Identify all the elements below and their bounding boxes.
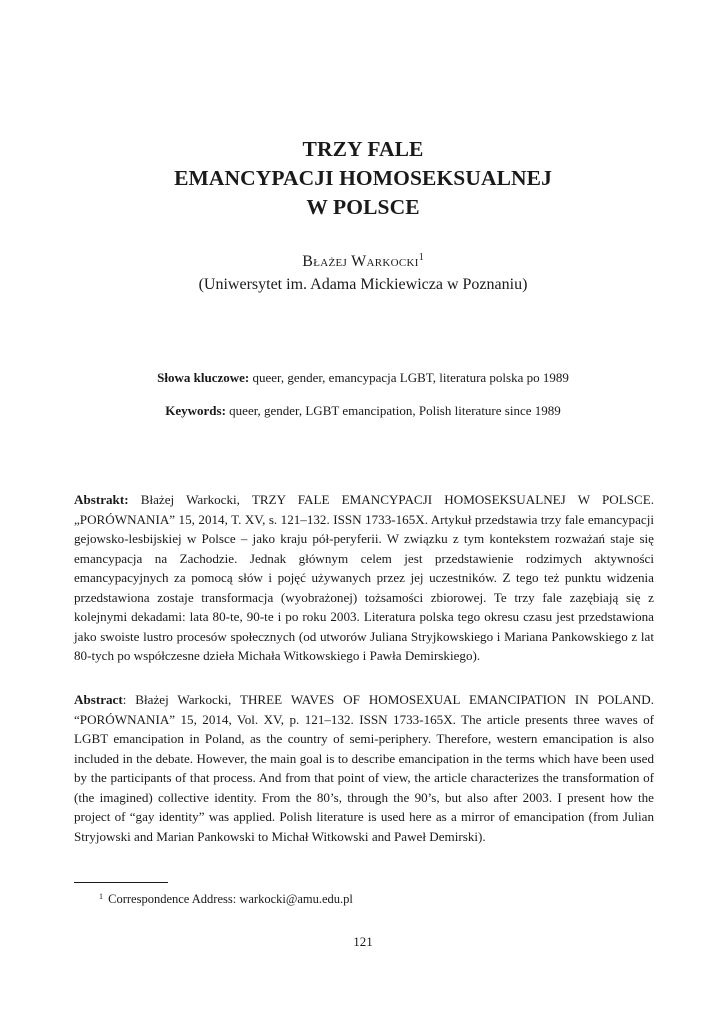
article-title xyxy=(0,135,726,222)
page-number: 121 xyxy=(353,934,373,949)
title-line-2: EMANCYPACJI HOMOSEKSUALNEJ xyxy=(174,166,552,190)
abstract-english-text: : Błażej Warkocki, THREE WAVES OF HOMOSEXUAL EMANCIPATION IN POLAND. “PORÓWNANIA” 15, 2014, Vol. XV, p. 121–132. ISSN 1733-165X. The article presents three waves of LGBT emancipation in Poland, as the country of semi-periphery. Therefore, western emancipation is also included in the debate. However, the main goal is to describe emancipation in the terms which have been used by the participants of that process. And from that point of view, the article characterizes the transformation of (the imagined) collective identity. From the 80’s, through the 90’s, but also after 2003. I present how the project of “gay identity” was applied. Polish literature is used here as a mirror of emancipation (from Julian Stryjowski and Marian Pankowski to Michał Witkowski and Paweł Demirski). xyxy=(74,692,654,844)
abstract-polish-text: Błażej Warkocki, TRZY FALE EMANCYPACJI HOMOSEKSUALNEJ W POLSCE. „PORÓWNANIA” 15, 2014, T. XV, s. 121–132. ISSN 1733-165X. Artykuł przedstawia trzy fale emancypacji gejowsko-lesbijskiej w Polsce – jako kraju pół-peryferii. W związku z tym kontekstem rozważań staje się emancypacja na Zachodzie. Jednak głównym celem jest przedstawienie rodzimych aktywności emancypacyjnych za pomocą słów i pojęć używanych przez jej uczestników. Z tego też punktu widzenia przedstawiona zostaje transformacja (wyobrażonej) tożsamości zbiorowej. Te trzy fale zazębiają się z kolejnymi dekadami: lata 80-te, 90-te i po roku 2003. Literatura polska tego okresu czasu jest przedstawiona jako swoiste lustro procesów społecznych (od utworów Juliana Stryjkowskiego i Mariana Pankowskiego z lat 80-tych po współczesne dzieła Michała Witkowskiego i Pawła Demirskiego). xyxy=(74,492,654,663)
keywords-polish-text: queer, gender, emancypacja LGBT, literatura polska po 1989 xyxy=(249,370,569,385)
abstract-polish xyxy=(74,490,654,666)
keywords-english-text: queer, gender, LGBT emancipation, Polish literature since 1989 xyxy=(225,403,561,418)
footnote xyxy=(99,891,353,907)
footnote-text: Correspondence Address: warkocki@amu.edu.pl xyxy=(105,892,353,906)
title-line-3: W POLSCE xyxy=(306,195,420,219)
author-name: Błażej Warkocki xyxy=(302,253,419,270)
author-line xyxy=(0,252,726,272)
abstract-english xyxy=(74,690,654,846)
footnote-mark: 1 xyxy=(99,892,103,901)
keywords-english xyxy=(0,402,726,420)
author-footnote-mark: 1 xyxy=(418,252,424,263)
keywords-polish-label: Słowa kluczowe: xyxy=(157,370,250,385)
keywords-polish xyxy=(0,369,726,387)
footnote-separator xyxy=(74,882,168,883)
abstract-english-label: Abstract xyxy=(74,692,123,707)
title-line-1: TRZY FALE xyxy=(302,137,424,161)
author-affiliation: (Uniwersytet im. Adama Mickiewicza w Poznaniu) xyxy=(198,276,528,293)
keywords-english-label: Keywords: xyxy=(165,403,226,418)
abstract-polish-label: Abstrakt: xyxy=(74,492,129,507)
